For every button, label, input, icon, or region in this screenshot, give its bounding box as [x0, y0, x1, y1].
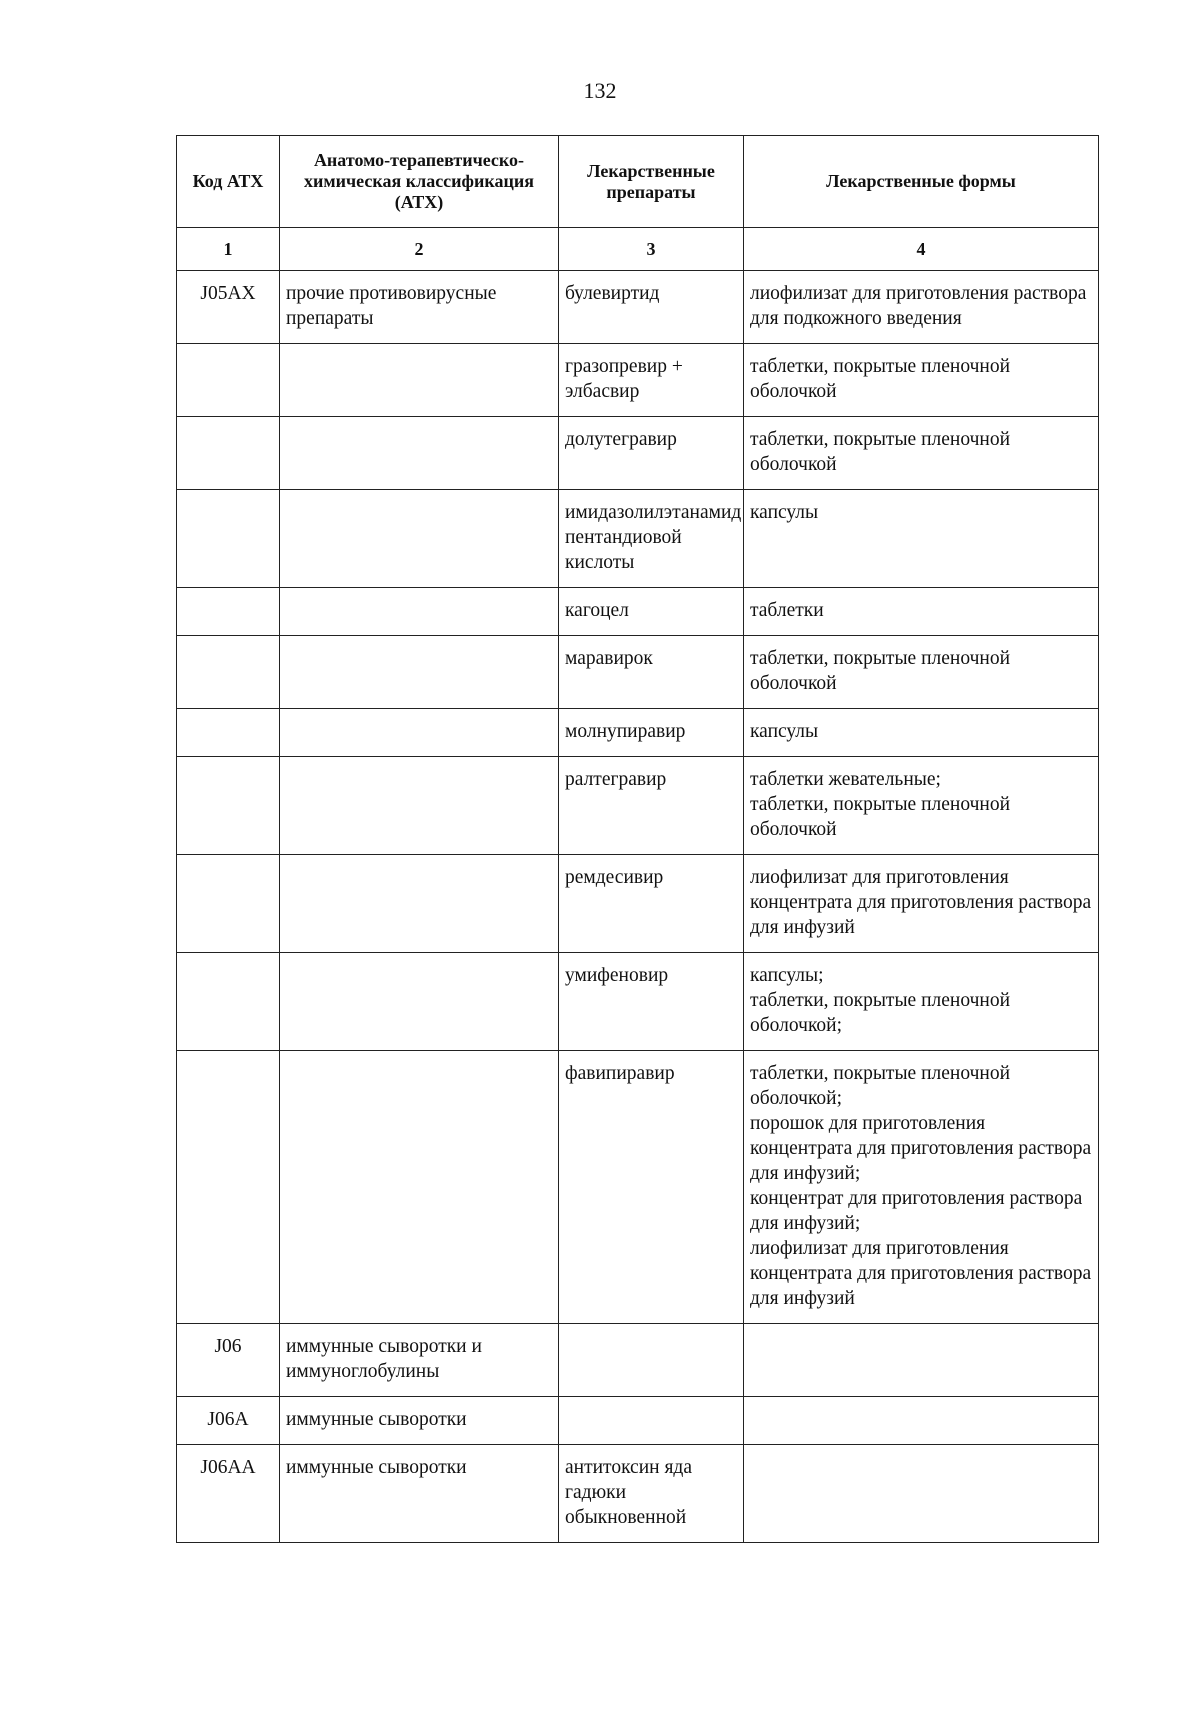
- table-body: [177, 271, 1099, 1543]
- drug-cell: долутегравир: [559, 417, 744, 490]
- forms-cell: таблетки, покрытые пленочной оболочкой; порошок для приготовления концентрата для приготовления раствора для инфузий; концентрат для приготовления раствора для инфузий; лиофилизат для приготовления концентрата для приготовления раствора для инфузий: [744, 1051, 1099, 1324]
- code-cell: [177, 953, 280, 1051]
- column-number: 4: [744, 228, 1099, 271]
- code-cell: [177, 757, 280, 855]
- drug-cell: имидазолилэтанамид пентандиовой кислоты: [559, 490, 744, 588]
- code-cell: [177, 636, 280, 709]
- classification-cell: [280, 709, 559, 757]
- forms-cell: таблетки: [744, 588, 1099, 636]
- table-row: [177, 757, 1099, 855]
- code-cell: J06AA: [177, 1445, 280, 1543]
- code-cell: J06: [177, 1324, 280, 1397]
- header-forms: Лекарственные формы: [744, 136, 1099, 228]
- table-row: [177, 1051, 1099, 1324]
- drug-cell: молнупиравир: [559, 709, 744, 757]
- classification-cell: [280, 1051, 559, 1324]
- drug-cell: маравирок: [559, 636, 744, 709]
- forms-cell: таблетки, покрытые пленочной оболочкой: [744, 636, 1099, 709]
- table-row: [177, 953, 1099, 1051]
- drug-cell: [559, 1324, 744, 1397]
- table-row: [177, 588, 1099, 636]
- column-number: 3: [559, 228, 744, 271]
- table-row: [177, 1445, 1099, 1543]
- atx-table: [176, 135, 1099, 1543]
- forms-cell: лиофилизат для приготовления раствора для подкожного введения: [744, 271, 1099, 344]
- drug-cell: ремдесивир: [559, 855, 744, 953]
- code-cell: [177, 1051, 280, 1324]
- code-cell: [177, 709, 280, 757]
- code-cell: [177, 344, 280, 417]
- code-cell: [177, 855, 280, 953]
- drug-cell: [559, 1397, 744, 1445]
- drug-cell: гразопревир + элбасвир: [559, 344, 744, 417]
- page-number: 132: [583, 78, 617, 103]
- classification-cell: [280, 636, 559, 709]
- header-classification: Анатомо-терапевтическо-химическая классификация (АТХ): [280, 136, 559, 228]
- classification-cell: иммунные сыворотки и иммуноглобулины: [280, 1324, 559, 1397]
- table-row: [177, 1324, 1099, 1397]
- column-number: 1: [177, 228, 280, 271]
- drug-cell: умифеновир: [559, 953, 744, 1051]
- drug-cell: кагоцел: [559, 588, 744, 636]
- forms-cell: [744, 1324, 1099, 1397]
- forms-cell: капсулы; таблетки, покрытые пленочной оболочкой;: [744, 953, 1099, 1051]
- code-cell: [177, 417, 280, 490]
- classification-cell: иммунные сыворотки: [280, 1445, 559, 1543]
- classification-cell: [280, 855, 559, 953]
- table-row: [177, 490, 1099, 588]
- classification-cell: иммунные сыворотки: [280, 1397, 559, 1445]
- classification-cell: прочие противовирусные препараты: [280, 271, 559, 344]
- table-row: [177, 417, 1099, 490]
- drug-cell: антитоксин яда гадюки обыкновенной: [559, 1445, 744, 1543]
- classification-cell: [280, 344, 559, 417]
- header-code: Код АТХ: [177, 136, 280, 228]
- classification-cell: [280, 417, 559, 490]
- table-row: [177, 344, 1099, 417]
- forms-cell: [744, 1445, 1099, 1543]
- drug-cell: фавипиравир: [559, 1051, 744, 1324]
- table-row: [177, 709, 1099, 757]
- forms-cell: таблетки жевательные; таблетки, покрытые пленочной оболочкой: [744, 757, 1099, 855]
- code-cell: [177, 490, 280, 588]
- forms-cell: капсулы: [744, 709, 1099, 757]
- table-row: [177, 855, 1099, 953]
- forms-cell: лиофилизат для приготовления концентрата для приготовления раствора для инфузий: [744, 855, 1099, 953]
- forms-cell: капсулы: [744, 490, 1099, 588]
- forms-cell: таблетки, покрытые пленочной оболочкой: [744, 344, 1099, 417]
- table-row: [177, 636, 1099, 709]
- drug-cell: булевиртид: [559, 271, 744, 344]
- table-header-row: [177, 136, 1099, 228]
- drug-cell: ралтегравир: [559, 757, 744, 855]
- classification-cell: [280, 953, 559, 1051]
- column-number-row: [177, 228, 1099, 271]
- forms-cell: [744, 1397, 1099, 1445]
- code-cell: J06A: [177, 1397, 280, 1445]
- classification-cell: [280, 757, 559, 855]
- header-drugs: Лекарственные препараты: [559, 136, 744, 228]
- column-number: 2: [280, 228, 559, 271]
- forms-cell: таблетки, покрытые пленочной оболочкой: [744, 417, 1099, 490]
- code-cell: [177, 588, 280, 636]
- classification-cell: [280, 490, 559, 588]
- classification-cell: [280, 588, 559, 636]
- code-cell: J05AX: [177, 271, 280, 344]
- table-row: [177, 271, 1099, 344]
- table-row: [177, 1397, 1099, 1445]
